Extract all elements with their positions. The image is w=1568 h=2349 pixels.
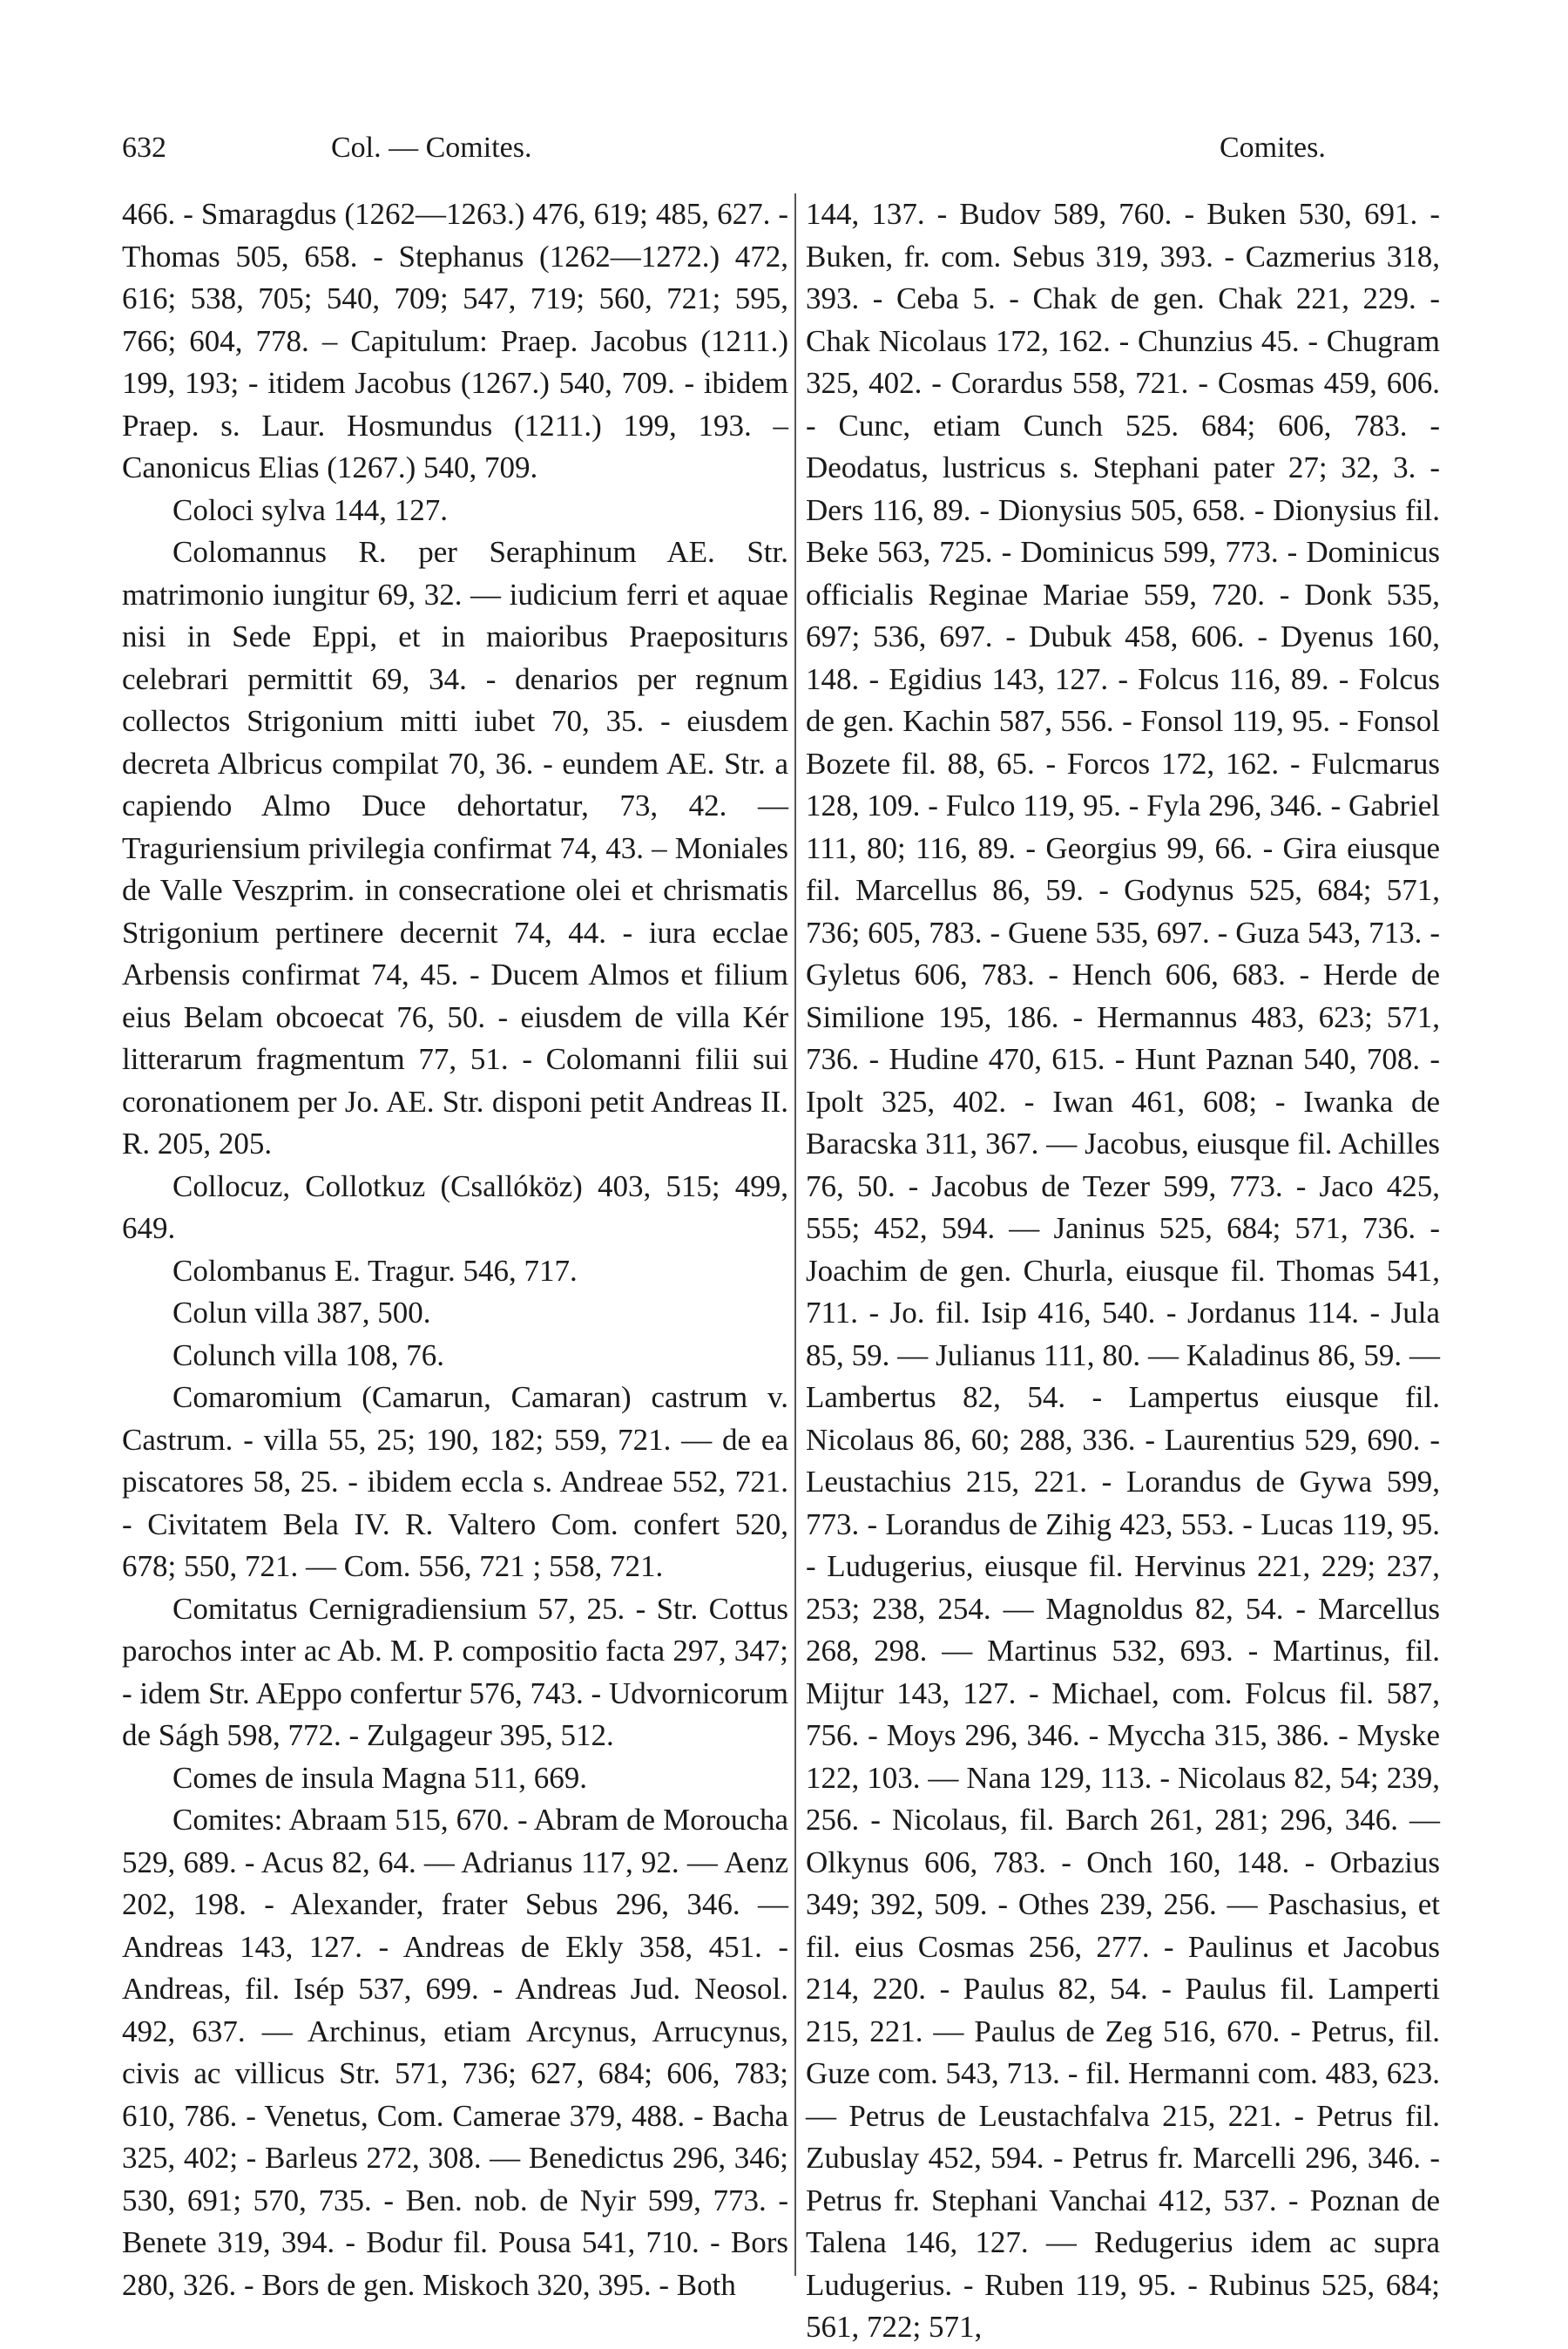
index-entry: Comes de insula Magna 511, 669. [172, 1760, 588, 1795]
index-entry: Colunch villa 108, 76. [172, 1337, 445, 1372]
left-column [122, 193, 788, 2306]
right-column [806, 193, 1440, 2349]
page-header [122, 131, 1411, 166]
column-divider [794, 193, 796, 2276]
right-running-head: Comites. [1220, 132, 1326, 164]
page-number: 632 [122, 132, 166, 164]
index-entry: Comaromium (Camarun, Camaran) castrum v. Castrum. - villa 55, 25; 190, 182; 559, 721. — de ea piscatores 58, 25. - ibidem eccla s. Andreae 552, 721. - Civitatem Bela IV. R. Valtero Com. confert 520, 678; 550, 721. — Com. 556, 721 ; 558, 721. [122, 1380, 788, 1583]
index-entry: Colun villa 387, 500. [172, 1296, 431, 1330]
index-entry: Collocuz, Collotkuz (Csallóköz) 403, 515; 499, 649. [122, 1168, 788, 1245]
index-entry: 144, 137. - Budov 589, 760. - Buken 530, 691. - Buken, fr. com. Sebus 319, 393. - Cazmerius 318, 393. - Ceba 5. - Chak de gen. Chak 221, 229. - Chak Nicolaus 172, 162. - Chunzius 45. - Chugram 325, 402. - Corardus 558, 721. - Cosmas 459, 606. - Cunc, etiam Cunch 525. 684; 606, 783. - Deodatus, lustricus s. Stephani pater 27; 32, 3. - Ders 116, 89. - Dionysius 505, 658. - Dionysius fil. Beke 563, 725. - Dominicus 599, 773. - Dominicus officialis Reginae Mariae 559, 720. - Donk 535, 697; 536, 697. - Dubuk 458, 606. - Dyenus 160, 148. - Egidius 143, 127. - Folcus 116, 89. - Folcus de gen. Kachin 587, 556. - Fonsol 119, 95. - Fonsol Bozete fil. 88, 65. - Forcos 172, 162. - Fulcmarus 128, 109. - Fulco 119, 95. - Fyla 296, 346. - Gabriel 111, 80; 116, 89. - Georgius 99, 66. - Gira eiusque fil. Marcellus 86, 59. - Godynus 525, 684; 571, 736; 605, 783. - Guene 535, 697. - Guza 543, 713. - Gyletus 606, 783. - Hench 606, 683. - Herde de Similione 195, 186. - Hermannus 483, 623; 571, 736. - Hudine 470, 615. - Hunt Paznan 540, 708. - Ipolt 325, 402. - Iwan 461, 608; - Iwanka de Baracska 311, 367. — Jacobus, eiusque fil. Achilles 76, 50. - Jacobus de Tezer 599, 773. - Jaco 425, 555; 452, 594. — Janinus 525, 684; 571, 736. - Joachim de gen. Churla, eiusque fil. Thomas 541, 711. - Jo. fil. Isip 416, 540. - Jordanus 114. - Jula 85, 59. — Julianus 111, 80. — Kaladinus 86, 59. — Lambertus 82, 54. - Lampertus eiusque fil. Nicolaus 86, 60; 288, 336. - Laurentius 529, 690. - Leustachius 215, 221. - Lorandus de Gywa 599, 773. - Lorandus de Zihig 423, 553. - Lucas 119, 95. - Ludugerius, eiusque fil. Hervinus 221, 229; 237, 253; 238, 254. — Magnoldus 82, 54. - Marcellus 268, 298. — Martinus 532, 693. - Martinus, fil. Mijtur 143, 127. - Michael, com. Folcus fil. 587, 756. - Moys 296, 346. - Myccha 315, 386. - Myske 122, 103. — Nana 129, 113. - Nicolaus 82, 54; 239, 256. - Nicolaus, fil. Barch 261, 281; 296, 346. — Olkynus 606, 783. - Onch 160, 148. - Orbazius 349; 392, 509. - Othes 239, 256. — Paschasius, et fil. eius Cosmas 256, 277. - Paulinus et Jacobus 214, 220. - Paulus 82, 54. - Paulus fil. Lamperti 215, 221. — Paulus de Zeg 516, 670. - Petrus, fil. Guze com. 543, 713. - fil. Hermanni com. 483, 623. — Petrus de Leustachfalva 215, 221. - Petrus fil. Zubuslay 452, 594. - Petrus fr. Marcelli 296, 346. - Petrus fr. Stephani Vanchai 412, 537. - Poznan de Talena 146, 127. — Redugerius idem ac supra Ludugerius. - Ruben 119, 95. - Rubinus 525, 684; 561, 722; 571, [806, 197, 1440, 2344]
index-entry: Comites: Abraam 515, 670. - Abram de Moroucha 529, 689. - Acus 82, 64. — Adrianus 117, 92. — Aenz 202, 198. - Alexander, frater Sebus 296, 346. — Andreas 143, 127. - Andreas de Ekly 358, 451. - Andreas, fil. Isép 537, 699. - Andreas Jud. Neosol. 492, 637. — Archinus, etiam Arcynus, Arrucynus, civis ac villicus Str. 571, 736; 627, 684; 606, 783; 610, 786. - Venetus, Com. Camerae 379, 488. - Bacha 325, 402; - Barleus 272, 308. — Benedictus 296, 346; 530, 691; 570, 735. - Ben. nob. de Nyir 599, 773. - Benete 319, 394. - Bodur fil. Pousa 541, 710. - Bors 280, 326. - Bors de gen. Miskoch 320, 395. - Both [122, 1803, 788, 2302]
left-running-head: Col. — Comites. [331, 132, 532, 164]
index-entry: Colombanus E. Tragur. 546, 717. [172, 1253, 578, 1288]
index-entry: 466. - Smaragdus (1262—1263.) 476, 619; 485, 627. - Thomas 505, 658. - Stephanus (1262—1272.) 472, 616; 538, 705; 540, 709; 547, 719; 560, 721; 595, 766; 604, 778. – Capitulum: Praep. Jacobus (1211.) 199, 193; - itidem Jacobus (1267.) 540, 709. - ibidem Praep. s. Laur. Hosmundus (1211.) 199, 193. – Canonicus Elias (1267.) 540, 709. [122, 197, 788, 484]
index-entry: Coloci sylva 144, 127. [172, 492, 448, 527]
index-entry: Colomannus R. per Seraphinum AE. Str. matrimonio iungitur 69, 32. — iudicium ferri et aquae nisi in Sede Eppi, et in maioribus Praepositurıs celebrari permittit 69, 34. - denarios per regnum collectos Strigonium mitti iubet 70, 35. - eiusdem decreta Albricus compilat 70, 36. - eundem AE. Str. a capiendo Almo Duce dehortatur, 73, 42. — Traguriensium privilegia confirmat 74, 43. – Moniales de Valle Veszprim. in consecratione olei et chrismatis Strigonium pertinere decernit 74, 44. - iura ecclae Arbensis confirmat 74, 45. - Ducem Almos et filium eius Belam obcoecat 76, 50. - eiusdem de villa Kér litterarum fragmentum 77, 51. - Colomanni filii sui coronationem per Jo. AE. Str. disponi petit Andreas II. R. 205, 205. [122, 535, 788, 1161]
index-entry: Comitatus Cernigradiensium 57, 25. - Str. Cottus parochos inter ac Ab. M. P. compositio facta 297, 347; - idem Str. AEppo confertur 576, 743. - Udvornicorum de Ságh 598, 772. - Zulgageur 395, 512. [122, 1591, 789, 1752]
